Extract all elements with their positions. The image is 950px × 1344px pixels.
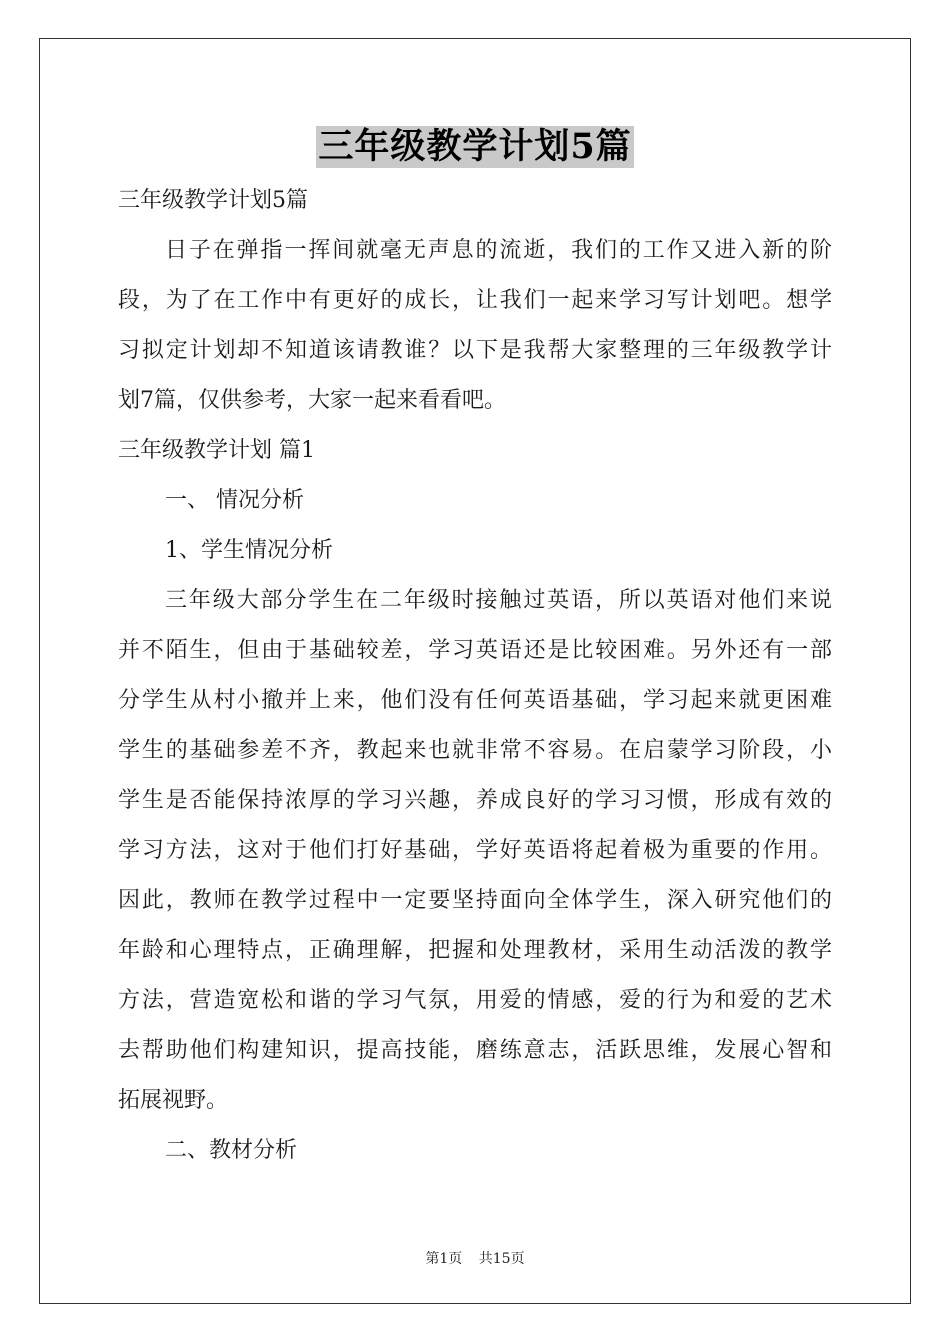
paragraph-line: 学习方法，这对于他们打好基础，学好英语将起着极为重要的作用。 [118, 838, 832, 863]
paragraph-line: 分学生从村小撤并上来，他们没有任何英语基础，学习起来就更困难 [118, 688, 832, 713]
intro-line: 日子在弹指一挥间就毫无声息的流逝，我们的工作又进入新的阶 [165, 238, 832, 263]
paragraph-line: 方法，营造宽松和谐的学习气氛，用爱的情感，爱的行为和爱的艺术 [118, 988, 832, 1013]
document-body [118, 176, 832, 1176]
page-footer [0, 1248, 950, 1268]
heading-student-analysis: 1、学生情况分析 [165, 538, 333, 563]
intro-line: 段，为了在工作中有更好的成长，让我们一起来学习写计划吧。想学 [118, 288, 832, 313]
document-title-wrap [0, 126, 950, 168]
intro-line: 划7篇，仅供参考，大家一起来看看吧。 [118, 388, 506, 413]
paragraph-line: 三年级大部分学生在二年级时接触过英语，所以英语对他们来说 [165, 588, 832, 613]
document-title: 三年级教学计划5篇 [318, 126, 632, 167]
paragraph-line: 去帮助他们构建知识，提高技能，磨练意志，活跃思维，发展心智和 [118, 1038, 832, 1063]
intro-line: 习拟定计划却不知道该请教谁？以下是我帮大家整理的三年级教学计 [118, 338, 832, 363]
page-total: 共15页 [478, 1251, 525, 1267]
paragraph-line: 学生的基础参差不齐，教起来也就非常不容易。在启蒙学习阶段，小 [118, 738, 832, 763]
paragraph-line: 学生是否能保持浓厚的学习兴趣，养成良好的学习习惯，形成有效的 [118, 788, 832, 813]
subtitle: 三年级教学计划5篇 [118, 188, 308, 213]
section-heading: 三年级教学计划 篇1 [118, 438, 315, 463]
heading-textbook-analysis: 二、教材分析 [165, 1138, 298, 1163]
page-number: 第1页 [425, 1251, 463, 1267]
paragraph-line: 因此，教师在教学过程中一定要坚持面向全体学生，深入研究他们的 [118, 888, 832, 913]
paragraph-line: 并不陌生，但由于基础较差，学习英语还是比较困难。另外还有一部 [118, 638, 832, 663]
paragraph-line: 年龄和心理特点，正确理解，把握和处理教材，采用生动活泼的教学 [118, 938, 832, 963]
paragraph-line: 拓展视野。 [118, 1088, 229, 1113]
heading-situation-analysis: 一、 情况分析 [165, 488, 304, 513]
